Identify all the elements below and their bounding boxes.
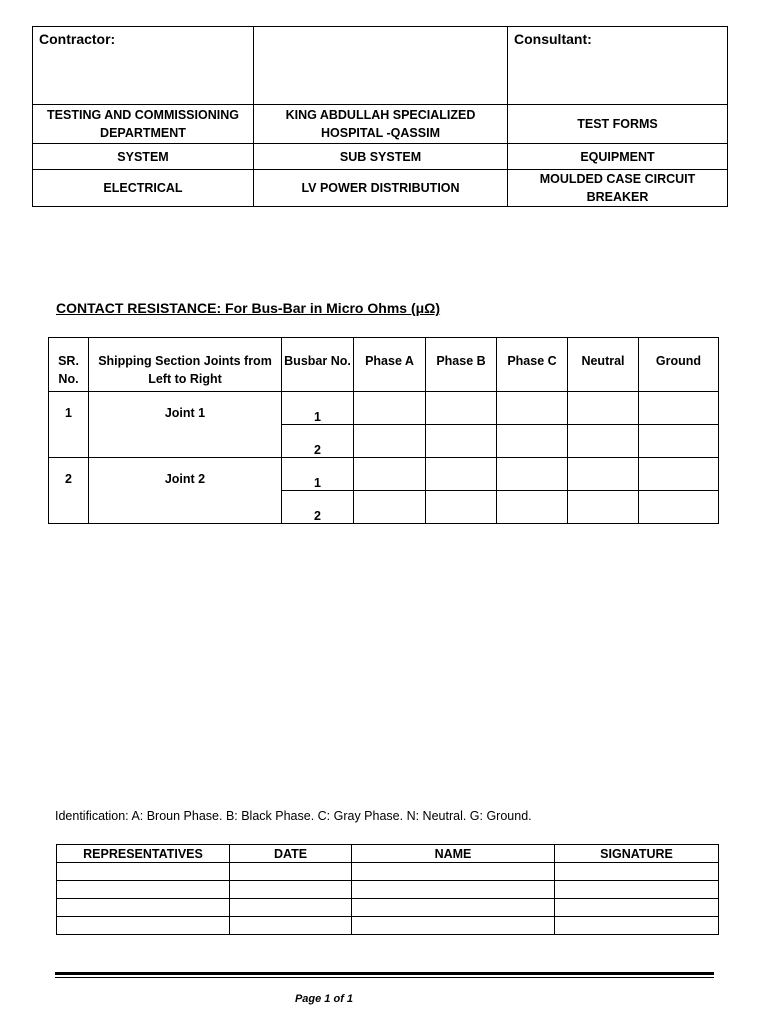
date-cell[interactable] (230, 863, 352, 881)
busbar-cell: 1 (282, 458, 354, 491)
representative-cell[interactable] (57, 863, 230, 881)
header-phase-a: Phase A (354, 338, 426, 392)
neutral-value-cell[interactable] (568, 425, 639, 458)
representative-cell[interactable] (57, 917, 230, 935)
table-header-row (57, 845, 719, 863)
table-row (57, 917, 719, 935)
ground-value-cell[interactable] (639, 392, 719, 425)
phase-c-value-cell[interactable] (497, 425, 568, 458)
phase-a-value-cell[interactable] (354, 491, 426, 524)
identification-legend: Identification: A: Broun Phase. B: Black Phase. C: Gray Phase. N: Neutral. G: Ground. (55, 809, 532, 823)
header-table (32, 26, 728, 207)
page-number: Page 1 of 1 (294, 993, 354, 1005)
phase-c-value-cell[interactable] (497, 392, 568, 425)
header-phase-c: Phase C (497, 338, 568, 392)
signature-cell[interactable] (555, 863, 719, 881)
representative-cell[interactable] (57, 899, 230, 917)
phase-c-value-cell[interactable] (497, 491, 568, 524)
busbar-cell: 2 (282, 425, 354, 458)
joint-cell: Joint 2 (89, 458, 282, 524)
subsystem-label: SUB SYSTEM (254, 144, 508, 170)
subsystem-value: LV POWER DISTRIBUTION (254, 170, 508, 207)
footer-rule-thick (55, 972, 714, 975)
department-cell: TESTING AND COMMISSIONING DEPARTMENT (33, 105, 254, 144)
header-ground: Ground (639, 338, 719, 392)
neutral-value-cell[interactable] (568, 491, 639, 524)
contractor-label: Contractor: (33, 27, 254, 105)
header-representatives: REPRESENTATIVES (57, 845, 230, 863)
date-cell[interactable] (230, 881, 352, 899)
sr-cell: 1 (49, 392, 89, 458)
representatives-table (56, 844, 719, 935)
equipment-label: EQUIPMENT (508, 144, 728, 170)
section-title: CONTACT RESISTANCE: For Bus-Bar in Micro Ohms (μΩ) (56, 300, 441, 316)
neutral-value-cell[interactable] (568, 458, 639, 491)
sr-cell: 2 (49, 458, 89, 524)
equipment-value: MOULDED CASE CIRCUIT BREAKER (508, 170, 728, 207)
signature-cell[interactable] (555, 881, 719, 899)
system-label: SYSTEM (33, 144, 254, 170)
header-joints: Shipping Section Joints from Left to Right (89, 338, 282, 392)
phase-b-value-cell[interactable] (426, 392, 497, 425)
ground-value-cell[interactable] (639, 491, 719, 524)
date-cell[interactable] (230, 917, 352, 935)
consultant-label: Consultant: (508, 27, 728, 105)
name-cell[interactable] (352, 863, 555, 881)
header-sr: SR. No. (49, 338, 89, 392)
name-cell[interactable] (352, 899, 555, 917)
table-header-row (49, 338, 719, 392)
table-row (49, 392, 719, 425)
signature-cell[interactable] (555, 899, 719, 917)
footer-rule-thin (55, 977, 714, 978)
phase-b-value-cell[interactable] (426, 425, 497, 458)
signature-cell[interactable] (555, 917, 719, 935)
contact-resistance-table (48, 337, 719, 524)
project-cell: KING ABDULLAH SPECIALIZED HOSPITAL -QASSIM (254, 105, 508, 144)
header-phase-b: Phase B (426, 338, 497, 392)
header-name: NAME (352, 845, 555, 863)
table-row (57, 863, 719, 881)
phase-a-value-cell[interactable] (354, 392, 426, 425)
header-date: DATE (230, 845, 352, 863)
date-cell[interactable] (230, 899, 352, 917)
table-row (49, 458, 719, 491)
neutral-value-cell[interactable] (568, 392, 639, 425)
representative-cell[interactable] (57, 881, 230, 899)
header-busbar: Busbar No. (282, 338, 354, 392)
phase-b-value-cell[interactable] (426, 458, 497, 491)
ground-value-cell[interactable] (639, 425, 719, 458)
name-cell[interactable] (352, 881, 555, 899)
phase-c-value-cell[interactable] (497, 458, 568, 491)
system-value: ELECTRICAL (33, 170, 254, 207)
busbar-cell: 1 (282, 392, 354, 425)
phase-a-value-cell[interactable] (354, 458, 426, 491)
phase-b-value-cell[interactable] (426, 491, 497, 524)
header-signature: SIGNATURE (555, 845, 719, 863)
ground-value-cell[interactable] (639, 458, 719, 491)
table-row (57, 899, 719, 917)
table-row (57, 881, 719, 899)
phase-a-value-cell[interactable] (354, 425, 426, 458)
name-cell[interactable] (352, 917, 555, 935)
joint-cell: Joint 1 (89, 392, 282, 458)
header-neutral: Neutral (568, 338, 639, 392)
doc-type-cell: TEST FORMS (508, 105, 728, 144)
blank-header-cell (254, 27, 508, 105)
busbar-cell: 2 (282, 491, 354, 524)
